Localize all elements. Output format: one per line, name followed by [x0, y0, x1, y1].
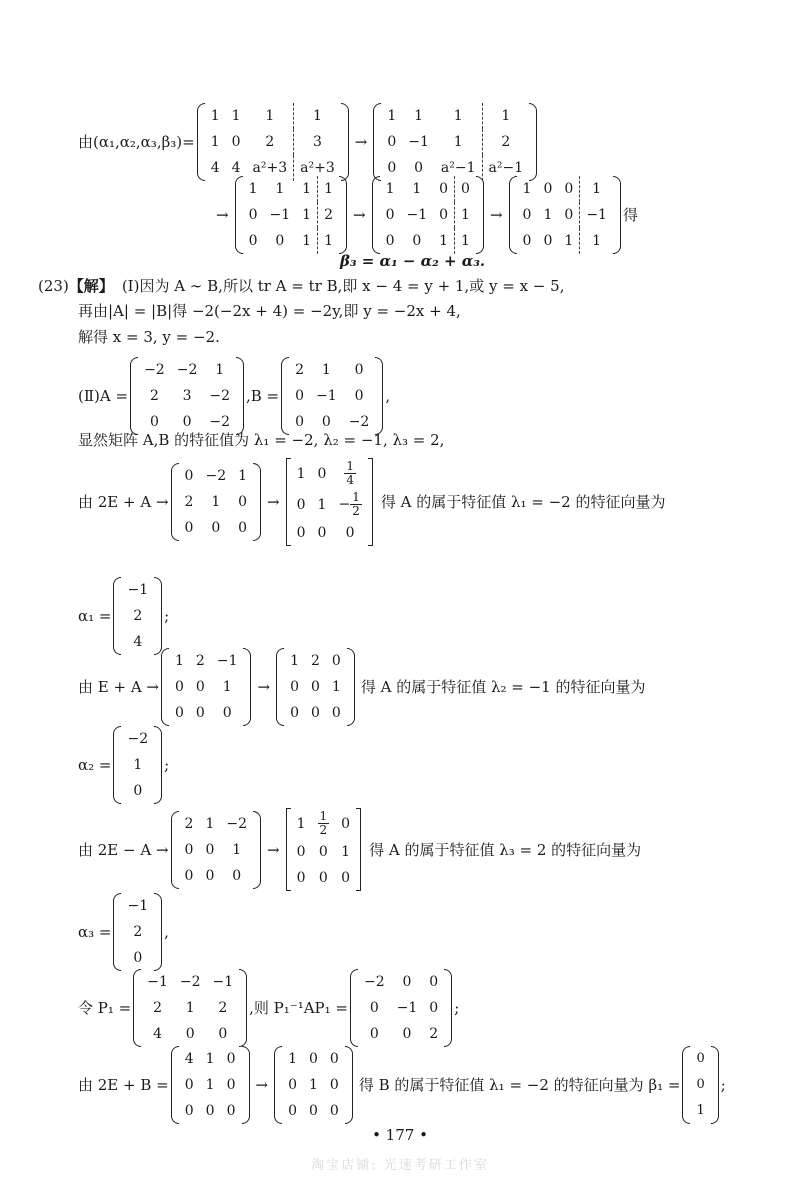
matrix-cell: 0 — [354, 362, 364, 378]
b1-suffix: ; — [720, 1076, 726, 1094]
matrix-cell: −1 — [212, 974, 234, 990]
alpha2-line — [78, 726, 169, 804]
alpha1-line — [78, 577, 169, 655]
step1-matrix-1 — [171, 463, 261, 541]
matrix-cell: 0 — [238, 494, 248, 510]
matrix-cell: 0 — [290, 705, 299, 721]
matrix-cell: 1 — [321, 362, 331, 378]
p1-line — [78, 969, 459, 1047]
matrix-cell: 1 — [580, 176, 613, 202]
matrix-cell: 0 — [184, 468, 194, 484]
matrix-cell: 4 — [153, 1026, 162, 1042]
matrix-cell: −2 — [144, 362, 165, 378]
matrix-cell: 1 — [205, 815, 215, 832]
step1-suffix: 得 A 的属于特征值 λ₁ = −2 的特征向量为 — [380, 493, 666, 511]
matrix-cell: 1 — [455, 228, 476, 254]
matrix-cell: 0 — [184, 867, 194, 884]
matrix-cell: 2 — [149, 388, 159, 404]
p1-suffix: ; — [454, 999, 460, 1017]
step4-line — [78, 1046, 726, 1124]
matrix-diagonal — [350, 969, 452, 1047]
matrix-cell: 0 — [321, 414, 331, 430]
step4-suffix: 得 B 的属于特征值 λ₁ = −2 的特征向量为 β₁ = — [358, 1076, 681, 1094]
matrix-cell: a²−1 — [440, 160, 476, 176]
matrix-cell: 1 — [302, 181, 312, 197]
arrow-icon: → — [257, 678, 271, 696]
q23-number: (23) — [38, 277, 69, 295]
matrix-cell: 0 — [329, 1103, 339, 1119]
vector-cell: 0 — [696, 1077, 705, 1092]
matrix-cell: 0 — [412, 233, 422, 249]
matrix-cell: 1 — [205, 1077, 215, 1093]
vector-cell: −1 — [127, 898, 149, 914]
matrix-cell: 0 — [354, 388, 364, 404]
alpha1-prefix: α₁ = — [78, 607, 112, 625]
matrix-cell: 0 — [195, 679, 205, 695]
matrix-cell: 1 — [453, 134, 463, 150]
vector-cell: 0 — [133, 950, 143, 966]
matrix-cell: 1 — [288, 1051, 297, 1067]
matrix-cell: 0 — [226, 1103, 236, 1119]
matrix-cell: 0 — [402, 974, 412, 990]
matrix-cell: 0 — [329, 1051, 339, 1067]
matrix-cell: 1 — [580, 228, 613, 254]
matrix-cell: 0 — [564, 207, 574, 223]
step3-line — [78, 808, 641, 891]
matrix-cell: 1 — [385, 181, 395, 197]
matrix-cell: 1 — [482, 103, 529, 129]
matrix-cell: 0 — [414, 160, 424, 176]
matrix-cell: 2 — [218, 1000, 228, 1016]
matrix-cell: −2 — [364, 974, 385, 990]
matrix-cell: 1 — [265, 108, 275, 124]
matrix-cell: 0 — [385, 233, 395, 249]
matrix-cell: 0 — [231, 134, 241, 150]
matrix-cell: 0 — [184, 841, 194, 858]
matrix-cell: 1 — [387, 108, 397, 124]
matrix-cell: 0 — [175, 679, 184, 695]
vector-cell: 0 — [696, 1051, 705, 1066]
page-number: • 177 • — [372, 1126, 428, 1144]
vector-cell: 4 — [133, 634, 143, 650]
block1-de: 得 — [622, 206, 638, 224]
matrix-cell: 0 — [309, 1103, 318, 1119]
matrix-cell: 1 — [331, 679, 341, 695]
matrix-cell: 1 — [453, 108, 463, 124]
matrix-cell: 1 — [215, 362, 225, 378]
matrix-cell: 0 — [385, 207, 395, 223]
q23-part1: (Ⅰ)因为 A ∼ B,所以 tr A = tr B,即 x − 4 = y + 1,或 y = x − 5, — [121, 277, 565, 295]
matrix-cell: 2 — [184, 815, 194, 832]
matrix-cell: 1 — [232, 841, 242, 858]
p1-mid: ,则 P₁⁻¹AP₁ = — [249, 999, 348, 1017]
alpha2-prefix: α₂ = — [78, 756, 112, 774]
matrix-cell: 1 — [439, 233, 449, 249]
matrix-cell: 1 — [302, 207, 312, 223]
B-prefix: ,B = — [246, 387, 280, 405]
matrix-cell: 0 — [248, 207, 258, 223]
matrix-cell: −1 — [396, 1000, 418, 1016]
matrix-cell: −2 — [205, 468, 227, 484]
matrix-cell: 1 — [294, 103, 341, 129]
matrix-cell: −2 — [179, 974, 201, 990]
matrix-cell: 0 — [522, 233, 532, 249]
matrix-cell: 1 — [210, 134, 220, 150]
matrix-cell: 0 — [205, 1103, 215, 1119]
matrix-cell: 2 — [265, 134, 275, 150]
step2-matrix-2 — [276, 648, 355, 726]
vector-cell: 2 — [133, 924, 143, 940]
matrix-cell: −2 — [226, 815, 248, 832]
step2-prefix: 由 E + A → — [78, 678, 159, 696]
row-reduction-line-2 — [212, 176, 638, 254]
matrix-cell: 1 — [522, 181, 532, 197]
matrix-cell: 1 — [290, 653, 299, 669]
matrix-cell: 3 — [294, 129, 341, 155]
step2-matrix-1 — [161, 648, 251, 726]
alpha1-vector — [113, 577, 162, 655]
matrix-augmented-1 — [197, 103, 349, 181]
matrix-cell: 1 — [222, 679, 232, 695]
matrix-augmented-4 — [372, 176, 484, 254]
matrix-cell: 0 — [238, 520, 248, 536]
matrix-cell: 0 — [205, 867, 215, 884]
q23-part2-line — [78, 357, 390, 435]
matrix-cell: 0 — [369, 1000, 379, 1016]
matrix-cell: 0 — [184, 1077, 194, 1093]
matrix-cell: 0 — [455, 176, 476, 202]
matrix-cell: 2 — [310, 653, 320, 669]
matrix-cell: 0 — [329, 1077, 339, 1093]
matrix-cell: −1 — [316, 388, 337, 404]
matrix-cell: 2 — [295, 362, 305, 378]
matrix-A — [130, 357, 244, 435]
matrix-cell: −2 — [209, 388, 230, 404]
matrix-cell: 2 — [318, 202, 339, 228]
matrix-cell: 1 — [210, 108, 220, 124]
step1-line — [78, 458, 665, 546]
matrix-cell: −1 — [408, 134, 429, 150]
arrow-icon: → — [354, 133, 368, 151]
matrix-cell: a²+3 — [252, 160, 288, 176]
step4-matrix-1 — [171, 1046, 250, 1124]
matrix-cell: 0 — [369, 1026, 379, 1042]
matrix-cell: −2 — [348, 414, 370, 430]
step1-prefix: 由 2E + A → — [78, 493, 169, 511]
matrix-cell: 1 — [318, 228, 339, 254]
q23-line-2: 再由|A| = |B|得 −2(−2x + 4) = −2y,即 y = −2x + 4, — [78, 302, 461, 320]
matrix-cell: 1 — [543, 207, 553, 223]
matrix-cell: 0 — [205, 841, 215, 858]
matrix-cell: 4 — [210, 160, 220, 176]
matrix-cell: −1 — [216, 653, 238, 669]
vector-cell: 1 — [133, 757, 143, 773]
matrix-cell: −1 — [269, 207, 291, 223]
matrix-cell: 1 — [275, 181, 285, 197]
q23-tag: 【解】 — [68, 277, 114, 295]
matrix-cell: 1 — [414, 108, 424, 124]
arrow-icon: → — [489, 206, 503, 224]
matrix-cell: 0 — [543, 233, 553, 249]
matrix-cell: 0 — [331, 705, 341, 721]
matrix-cell: 0 — [288, 1103, 297, 1119]
matrix-cell: 0 — [387, 160, 397, 176]
matrix-augmented-5 — [509, 176, 621, 254]
fraction-half: $\frac{1}{2}$ — [352, 490, 360, 518]
matrix-cell: 0 — [184, 520, 194, 536]
matrix-cell: 1 — [175, 653, 184, 669]
matrix-cell: 0 — [175, 705, 184, 721]
matrix-cell: 0 — [310, 679, 320, 695]
matrix-cell: −1 — [147, 974, 168, 990]
beta3-result: β₃ = α₁ − α₂ + α₃. — [340, 252, 486, 270]
matrix-B — [281, 357, 383, 435]
matrix-cell: 0 — [429, 974, 439, 990]
vector-cell: −2 — [127, 731, 149, 747]
matrix-cell: 0 — [564, 181, 574, 197]
arrow-icon: → — [267, 493, 280, 511]
matrix-augmented-2 — [373, 103, 537, 181]
q23-line-1 — [38, 276, 564, 296]
matrix-cell: 0 — [309, 1051, 318, 1067]
matrix-cell: 0 — [248, 233, 258, 249]
eigenvalue-line: 显然矩阵 A,B 的特征值为 λ₁ = −2, λ₂ = −1, λ₃ = 2, — [78, 431, 445, 449]
matrix-cell: 0 — [402, 1026, 412, 1042]
matrix-cell: 0 — [439, 181, 449, 197]
matrix-cell: 1 — [318, 176, 339, 202]
block1-prefix: 由(α₁,α₂,α₃,β₃)= — [78, 133, 195, 151]
matrix-cell: 1 — [248, 181, 258, 197]
matrix-cell: 2 — [195, 653, 205, 669]
matrix-cell: −2 — [176, 362, 198, 378]
vector-cell: −1 — [127, 582, 149, 598]
matrix-cell: 4 — [231, 160, 241, 176]
alpha2-vector — [113, 726, 162, 804]
fraction-half: $\frac{1}{2}$ — [319, 809, 328, 837]
alpha2-suffix: ; — [164, 756, 170, 774]
matrix-cell: 3 — [182, 388, 192, 404]
matrix-cell: 1 — [211, 494, 221, 510]
matrix-cell: 0 — [295, 414, 305, 430]
step3-matrix-2: 1 $\frac{1}{2}$ 0 0 0 1 0 0 0 — [286, 808, 361, 891]
matrix-cell: 1 — [564, 233, 574, 249]
matrix-cell: 1 — [238, 468, 248, 484]
matrix-cell: 0 — [331, 653, 341, 669]
watermark: 淘宝店铺: 光速考研工作室 — [311, 1158, 489, 1173]
step2-suffix: 得 A 的属于特征值 λ₂ = −1 的特征向量为 — [360, 678, 646, 696]
matrix-cell: 0 — [222, 705, 232, 721]
matrix-cell: 0 — [185, 1026, 195, 1042]
step2-line — [78, 648, 645, 726]
vector-cell: 1 — [696, 1103, 705, 1118]
vector-cell: 0 — [133, 783, 143, 799]
alpha3-vector — [113, 893, 162, 971]
beta1-vector — [682, 1046, 718, 1124]
matrix-cell: 1 — [302, 233, 312, 249]
step3-prefix: 由 2E − A → — [78, 840, 169, 859]
matrix-cell: 0 — [182, 414, 192, 430]
matrix-cell: −1 — [406, 207, 428, 223]
matrix-P1 — [133, 969, 247, 1047]
B-suffix: , — [385, 387, 391, 405]
matrix-cell: 0 — [149, 414, 159, 430]
matrix-cell: 2 — [184, 494, 194, 510]
row-reduction-line-1 — [78, 103, 539, 181]
matrix-cell: 0 — [275, 233, 285, 249]
matrix-cell: 1 — [185, 1000, 195, 1016]
matrix-cell: 1 — [205, 1051, 215, 1067]
vector-cell: 2 — [133, 608, 143, 624]
matrix-cell: −2 — [209, 414, 230, 430]
matrix-cell: 1 — [309, 1077, 318, 1093]
matrix-cell: 0 — [439, 207, 449, 223]
step1-matrix-2: 1 0 $\frac{1}{4}$ 0 1 − $\frac{1}{2}$ 0 0 0 — [286, 458, 373, 546]
matrix-cell: 0 — [195, 705, 205, 721]
fraction-quarter: $\frac{1}{4}$ — [346, 459, 354, 487]
alpha3-prefix: α₃ = — [78, 923, 112, 941]
matrix-cell: 2 — [429, 1026, 439, 1042]
matrix-cell: 0 — [232, 867, 242, 884]
matrix-cell: 0 — [387, 134, 397, 150]
step4-matrix-2 — [274, 1046, 353, 1124]
step3-matrix-1 — [171, 811, 261, 889]
matrix-cell: 0 — [522, 207, 532, 223]
matrix-cell: 0 — [543, 181, 553, 197]
arrow-icon: → — [216, 206, 229, 224]
part2-prefix: (Ⅱ)A = — [78, 387, 129, 405]
matrix-cell: a²+3 — [294, 155, 341, 181]
alpha1-suffix: ; — [164, 607, 170, 625]
matrix-cell: 4 — [184, 1051, 194, 1067]
p1-prefix: 令 P₁ = — [78, 999, 132, 1017]
matrix-cell: 0 — [226, 1077, 236, 1093]
matrix-cell: 0 — [310, 705, 320, 721]
arrow-icon: → — [255, 1076, 269, 1094]
matrix-cell: 2 — [153, 1000, 162, 1016]
step3-suffix: 得 A 的属于特征值 λ₃ = 2 的特征向量为 — [369, 840, 642, 859]
matrix-cell: 0 — [211, 520, 221, 536]
arrow-icon: → — [267, 840, 280, 859]
matrix-cell: 0 — [290, 679, 299, 695]
matrix-cell: 0 — [218, 1026, 228, 1042]
matrix-cell: 1 — [455, 202, 476, 228]
step4-prefix: 由 2E + B = — [78, 1076, 169, 1094]
q23-line-3: 解得 x = 3, y = −2. — [78, 328, 220, 346]
matrix-cell: 2 — [482, 129, 529, 155]
matrix-cell: 0 — [295, 388, 305, 404]
matrix-augmented-3 — [235, 176, 347, 254]
matrix-cell: 0 — [288, 1077, 297, 1093]
matrix-cell: 1 — [231, 108, 241, 124]
alpha3-suffix: , — [164, 923, 169, 941]
matrix-cell: −1 — [580, 202, 613, 228]
alpha3-line — [78, 893, 169, 971]
arrow-icon: → — [352, 206, 366, 224]
matrix-cell: a²−1 — [482, 155, 529, 181]
matrix-cell: 0 — [429, 1000, 439, 1016]
matrix-cell: 0 — [226, 1051, 236, 1067]
matrix-cell: 1 — [412, 181, 422, 197]
matrix-cell: 0 — [184, 1103, 194, 1119]
